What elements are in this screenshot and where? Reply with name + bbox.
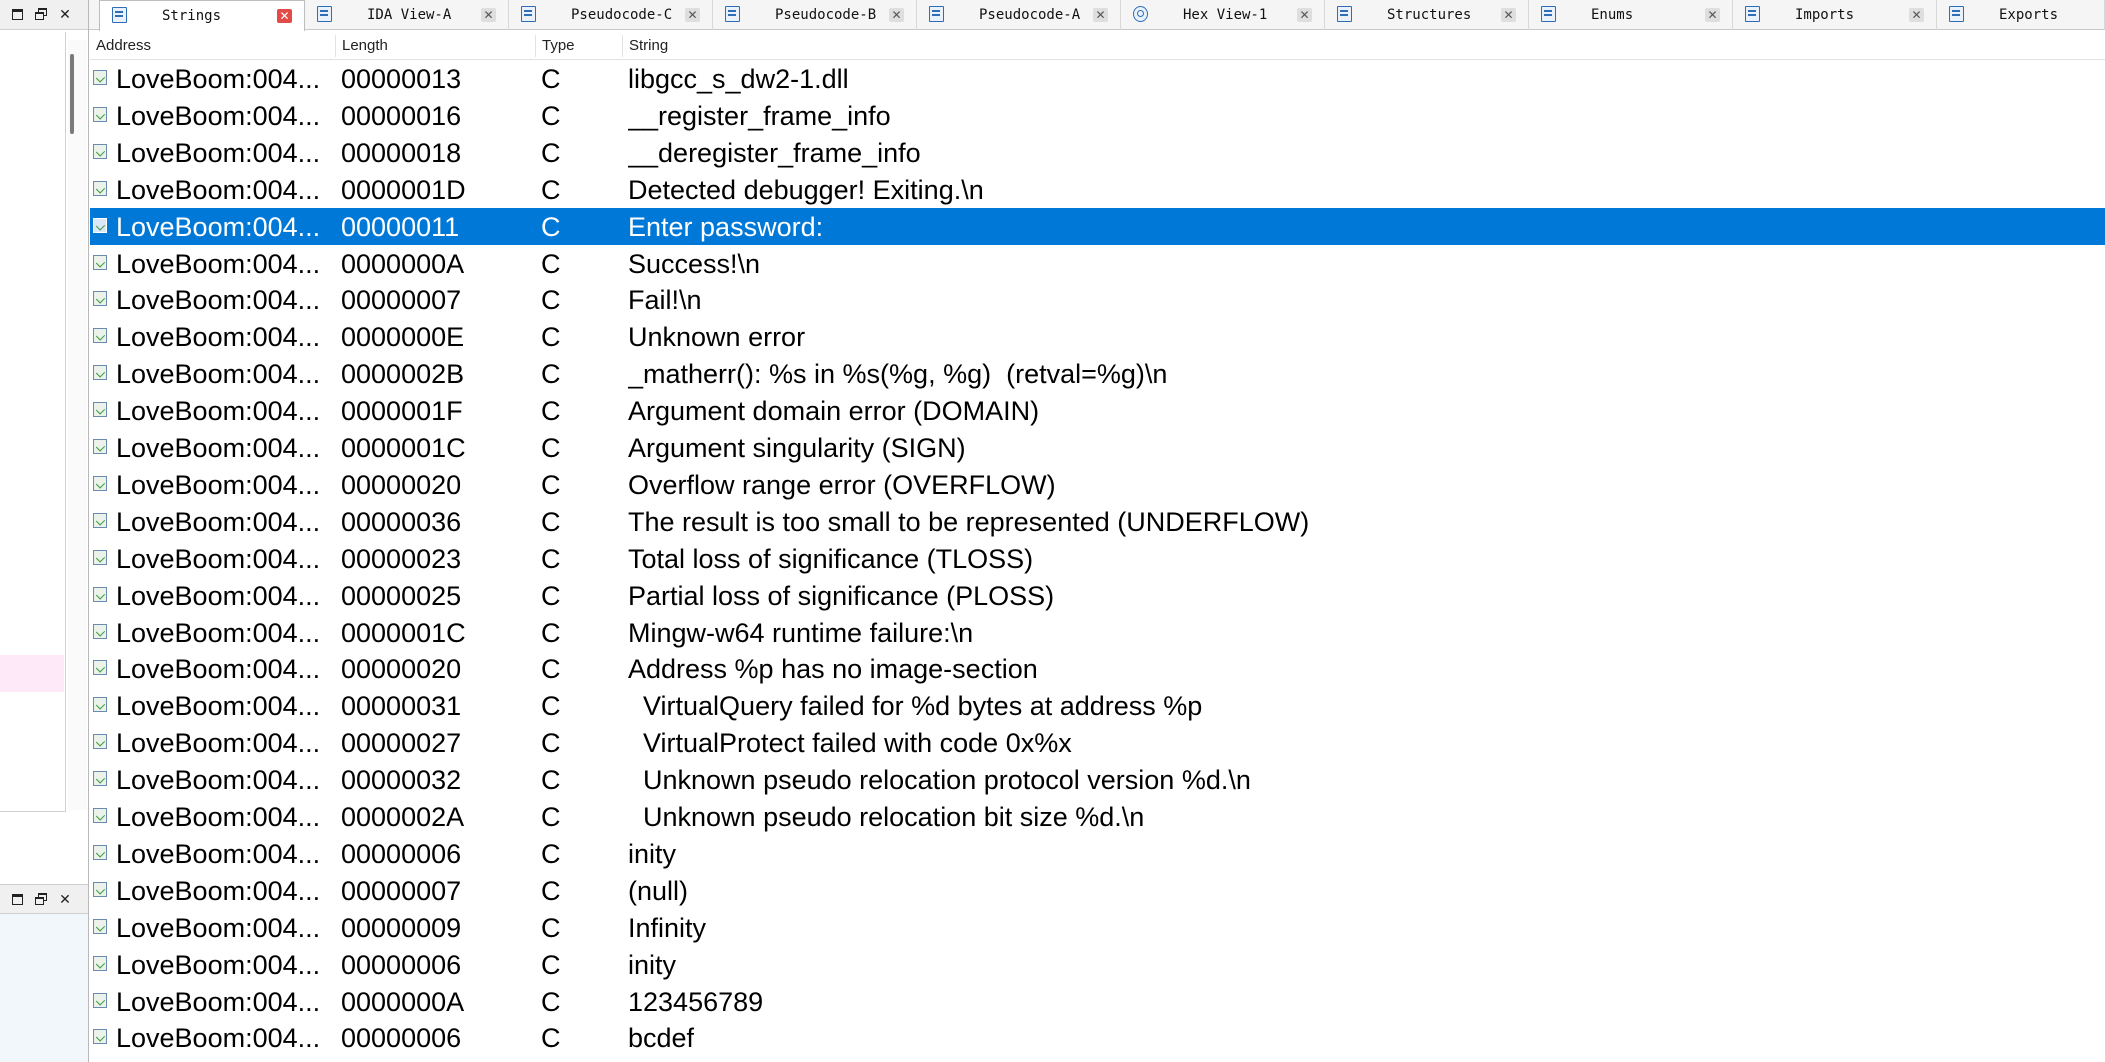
address-cell: LoveBoom:004... <box>116 396 321 427</box>
tab-close-icon[interactable]: ✕ <box>1297 8 1312 22</box>
close-icon[interactable]: ✕ <box>59 890 71 907</box>
left-pane-titlebar <box>0 0 88 30</box>
table-row[interactable] <box>90 614 2105 651</box>
string-item-icon <box>93 550 107 565</box>
length-cell: 0000002A <box>341 802 465 832</box>
string-item-icon <box>93 808 107 823</box>
enums-icon <box>1541 6 1556 22</box>
string-item-icon <box>93 107 107 122</box>
length-cell: 00000031 <box>341 691 462 722</box>
pseudocode-icon <box>725 6 740 22</box>
length-cell: 0000000E <box>341 322 465 353</box>
string-cell: Argument domain error (DOMAIN) <box>628 396 1040 427</box>
table-row[interactable] <box>90 687 2105 724</box>
table-row[interactable] <box>90 724 2105 761</box>
address-cell: LoveBoom:004... <box>116 838 321 869</box>
string-cell: inity <box>628 949 677 980</box>
string-cell: Mingw-w64 runtime failure:\n <box>628 617 974 648</box>
table-row[interactable] <box>90 429 2105 466</box>
address-cell: LoveBoom:004... <box>116 580 321 611</box>
string-item-icon <box>93 218 107 233</box>
string-item-icon <box>93 255 107 270</box>
address-cell: LoveBoom:004... <box>116 912 321 943</box>
type-cell: C <box>541 654 561 685</box>
address-cell: LoveBoom:004... <box>116 875 321 906</box>
table-row[interactable] <box>90 466 2105 503</box>
string-cell: inity <box>628 838 677 869</box>
string-cell: Success!\n <box>628 248 761 279</box>
address-cell: LoveBoom:004... <box>116 359 321 390</box>
output-list[interactable] <box>0 914 88 1062</box>
tab-label: Pseudocode-C <box>571 7 673 23</box>
table-row[interactable] <box>90 577 2105 614</box>
string-cell: libgcc_s_dw2-1.dll <box>628 64 849 94</box>
length-cell: 00000027 <box>341 728 462 759</box>
string-cell: Detected debugger! Exiting.\n <box>628 174 984 205</box>
address-cell: LoveBoom:004... <box>116 322 321 353</box>
string-item-icon <box>93 993 107 1008</box>
length-cell: 00000006 <box>341 838 462 869</box>
length-cell: 00000016 <box>341 100 462 131</box>
string-item-icon <box>93 919 107 934</box>
tab-close-icon[interactable]: ✕ <box>889 8 904 22</box>
table-row[interactable] <box>90 946 2105 983</box>
address-cell: LoveBoom:004... <box>116 802 321 832</box>
type-cell: C <box>541 986 561 1017</box>
length-cell: 0000002B <box>341 359 465 390</box>
string-cell: Fail!\n <box>628 285 702 316</box>
string-item-icon <box>93 365 107 380</box>
address-cell: LoveBoom:004... <box>116 1023 321 1054</box>
length-cell: 00000020 <box>341 469 462 500</box>
table-row[interactable] <box>90 134 2105 171</box>
table-row[interactable] <box>90 983 2105 1020</box>
string-item-icon <box>93 771 107 786</box>
string-item-icon <box>93 291 107 306</box>
length-cell: 00000007 <box>341 285 462 316</box>
left-lower-pane-titlebar <box>0 884 88 914</box>
tab[interactable] <box>713 0 917 30</box>
address-cell: LoveBoom:004... <box>116 64 321 94</box>
table-row[interactable] <box>90 318 2105 355</box>
string-item-icon <box>93 439 107 454</box>
type-cell: C <box>541 580 561 611</box>
table-row[interactable] <box>90 281 2105 318</box>
string-cell: VirtualProtect failed with code 0x%x <box>628 728 1072 759</box>
tab[interactable] <box>1529 0 1733 30</box>
restore-icon[interactable] <box>32 890 50 908</box>
table-row[interactable] <box>90 798 2105 835</box>
type-cell: C <box>541 100 561 131</box>
tab-label: Pseudocode-A <box>979 7 1081 23</box>
string-cell: _matherr(): %s in %s(%g, %g) (retval=%g)\n <box>628 359 1168 390</box>
tab-close-icon[interactable]: ✕ <box>1705 8 1720 22</box>
address-cell: LoveBoom:004... <box>116 765 321 796</box>
length-cell: 00000036 <box>341 506 462 537</box>
column-header-length[interactable]: Length <box>336 35 536 57</box>
string-cell: bcdef <box>628 1023 695 1054</box>
tab-label: Pseudocode-B <box>775 7 877 23</box>
table-row[interactable] <box>90 835 2105 872</box>
address-cell: LoveBoom:004... <box>116 654 321 685</box>
table-row[interactable] <box>90 392 2105 429</box>
tab[interactable] <box>99 0 305 31</box>
tab-close-icon[interactable]: ✕ <box>1909 8 1924 22</box>
string-item-icon <box>93 734 107 749</box>
pseudocode-icon <box>521 6 536 22</box>
table-row[interactable] <box>90 909 2105 946</box>
string-cell: __deregister_frame_info <box>628 137 921 168</box>
address-cell: LoveBoom:004... <box>116 137 321 168</box>
exports-icon <box>1949 6 1964 22</box>
table-row[interactable] <box>90 540 2105 577</box>
tab-close-icon[interactable]: ✕ <box>1093 8 1108 22</box>
address-cell: LoveBoom:004... <box>116 174 321 205</box>
type-cell: C <box>541 838 561 869</box>
length-cell: 00000011 <box>341 211 460 242</box>
address-cell: LoveBoom:004... <box>116 986 321 1017</box>
length-cell: 0000001F <box>341 396 463 427</box>
table-row[interactable] <box>90 761 2105 798</box>
left-dock-pane <box>0 0 89 1062</box>
tab[interactable] <box>917 0 1121 30</box>
length-cell: 0000001D <box>341 174 466 205</box>
address-cell: LoveBoom:004... <box>116 285 321 316</box>
pseudocode-icon <box>929 6 944 22</box>
type-cell: C <box>541 691 561 722</box>
type-cell: C <box>541 1023 561 1054</box>
tab-label: Structures <box>1387 7 1472 23</box>
restore-icon[interactable] <box>32 6 50 24</box>
close-icon[interactable]: ✕ <box>59 6 71 22</box>
table-row[interactable] <box>90 97 2105 134</box>
string-item-icon <box>93 956 107 971</box>
length-cell: 00000032 <box>341 765 462 796</box>
string-item-icon <box>93 513 107 528</box>
tab-bar <box>89 0 2105 30</box>
address-cell: LoveBoom:004... <box>116 433 321 463</box>
string-item-icon <box>93 144 107 159</box>
type-cell: C <box>541 285 561 316</box>
maximize-icon[interactable] <box>8 890 26 908</box>
string-cell: Unknown error <box>628 322 806 353</box>
string-item-icon <box>93 587 107 602</box>
type-cell: C <box>541 64 561 94</box>
string-cell: Partial loss of significance (PLOSS) <box>628 580 1055 611</box>
highlighted-list-item[interactable] <box>0 655 64 692</box>
type-cell: C <box>541 617 561 648</box>
type-cell: C <box>541 174 561 205</box>
string-item-icon <box>93 845 107 860</box>
table-row[interactable] <box>90 1019 2105 1056</box>
tab-label: Enums <box>1591 7 1634 23</box>
length-cell: 0000001C <box>341 617 466 648</box>
table-row[interactable] <box>90 355 2105 392</box>
imports-icon <box>1745 6 1760 22</box>
length-cell: 00000025 <box>341 580 462 611</box>
string-cell: Unknown pseudo relocation protocol version %d.\n <box>628 765 1251 796</box>
table-row[interactable] <box>90 872 2105 909</box>
length-cell: 00000006 <box>341 949 462 980</box>
address-cell: LoveBoom:004... <box>116 691 321 722</box>
string-cell: Infinity <box>628 912 707 943</box>
length-cell: 00000023 <box>341 543 462 574</box>
type-cell: C <box>541 506 561 537</box>
tab-close-icon[interactable]: ✕ <box>277 9 292 23</box>
scrollbar-thumb[interactable] <box>70 54 74 134</box>
string-item-icon <box>93 181 107 196</box>
string-cell: (null) <box>628 875 689 906</box>
string-cell: 123456789 <box>628 986 764 1017</box>
tab-label: Strings <box>162 8 222 24</box>
tab[interactable] <box>305 0 509 30</box>
structures-icon <box>1337 6 1352 22</box>
tab[interactable] <box>1937 0 2105 30</box>
string-item-icon <box>93 882 107 897</box>
type-cell: C <box>541 875 561 906</box>
type-cell: C <box>541 359 561 390</box>
string-cell: Argument singularity (SIGN) <box>628 433 966 463</box>
length-cell: 00000007 <box>341 875 462 906</box>
tab-label: Hex View-1 <box>1183 7 1268 23</box>
tab[interactable] <box>1121 0 1325 30</box>
string-cell: Enter password: <box>628 211 831 242</box>
left-scrollbar[interactable] <box>68 40 87 810</box>
length-cell: 0000000A <box>341 248 465 279</box>
tab-close-icon[interactable]: ✕ <box>685 8 700 22</box>
length-cell: 00000009 <box>341 912 462 943</box>
tab[interactable] <box>1325 0 1529 30</box>
strings-icon <box>112 7 127 23</box>
address-cell: LoveBoom:004... <box>116 728 321 759</box>
string-item-icon <box>93 697 107 712</box>
hex-view-icon <box>1133 6 1148 22</box>
length-cell: 0000001C <box>341 433 466 463</box>
address-cell: LoveBoom:004... <box>116 617 321 648</box>
address-cell: LoveBoom:004... <box>116 949 321 980</box>
tab[interactable] <box>509 0 713 30</box>
table-row[interactable] <box>90 503 2105 540</box>
string-item-icon <box>93 328 107 343</box>
string-item-icon <box>93 70 107 85</box>
string-cell: VirtualQuery failed for %d bytes at address %p <box>628 691 1203 722</box>
address-cell: LoveBoom:004... <box>116 100 321 131</box>
tab-close-icon[interactable]: ✕ <box>1501 8 1516 22</box>
string-cell: Total loss of significance (TLOSS) <box>628 543 1034 574</box>
type-cell: C <box>541 248 561 279</box>
type-cell: C <box>541 949 561 980</box>
strings-view <box>90 31 2105 1062</box>
ida-view-icon <box>317 6 332 22</box>
column-header-string[interactable]: String <box>629 37 669 54</box>
tab-close-icon[interactable]: ✕ <box>481 8 496 22</box>
maximize-icon[interactable] <box>8 6 26 24</box>
tab-label: IDA View-A <box>367 7 452 23</box>
length-cell: 00000006 <box>341 1023 462 1054</box>
type-cell: C <box>541 912 561 943</box>
length-cell: 00000013 <box>341 64 462 94</box>
type-cell: C <box>541 396 561 427</box>
address-cell: LoveBoom:004... <box>116 543 321 574</box>
string-cell: Overflow range error (OVERFLOW) <box>628 469 1056 500</box>
string-item-icon <box>93 1029 107 1044</box>
type-cell: C <box>541 469 561 500</box>
type-cell: C <box>541 543 561 574</box>
address-cell: LoveBoom:004... <box>116 248 321 279</box>
string-item-icon <box>93 660 107 675</box>
type-cell: C <box>541 765 561 796</box>
table-row[interactable] <box>90 245 2105 282</box>
type-cell: C <box>541 211 561 242</box>
functions-list[interactable] <box>0 32 66 812</box>
type-cell: C <box>541 802 561 832</box>
length-cell: 00000018 <box>341 137 462 168</box>
table-row[interactable] <box>90 208 2105 245</box>
string-cell: The result is too small to be represented (UNDERFLOW) <box>628 506 1310 537</box>
address-cell: LoveBoom:004... <box>116 211 321 242</box>
string-cell: __register_frame_info <box>628 100 891 131</box>
column-header-type[interactable]: Type <box>536 35 623 57</box>
string-cell: Unknown pseudo relocation bit size %d.\n <box>628 802 1145 832</box>
column-header-address[interactable]: Address <box>90 35 336 57</box>
string-item-icon <box>93 624 107 639</box>
type-cell: C <box>541 137 561 168</box>
table-row[interactable] <box>90 60 2105 97</box>
address-cell: LoveBoom:004... <box>116 506 321 537</box>
type-cell: C <box>541 728 561 759</box>
type-cell: C <box>541 433 561 463</box>
length-cell: 00000020 <box>341 654 462 685</box>
tab-label: Exports <box>1999 7 2059 23</box>
string-cell: Address %p has no image-section <box>628 654 1038 685</box>
column-header <box>90 31 2105 60</box>
table-row[interactable] <box>90 171 2105 208</box>
tab-label: Imports <box>1795 7 1855 23</box>
table-row[interactable] <box>90 650 2105 687</box>
string-item-icon <box>93 402 107 417</box>
address-cell: LoveBoom:004... <box>116 469 321 500</box>
type-cell: C <box>541 322 561 353</box>
tab[interactable] <box>1733 0 1937 30</box>
string-item-icon <box>93 476 107 491</box>
length-cell: 0000000A <box>341 986 465 1017</box>
